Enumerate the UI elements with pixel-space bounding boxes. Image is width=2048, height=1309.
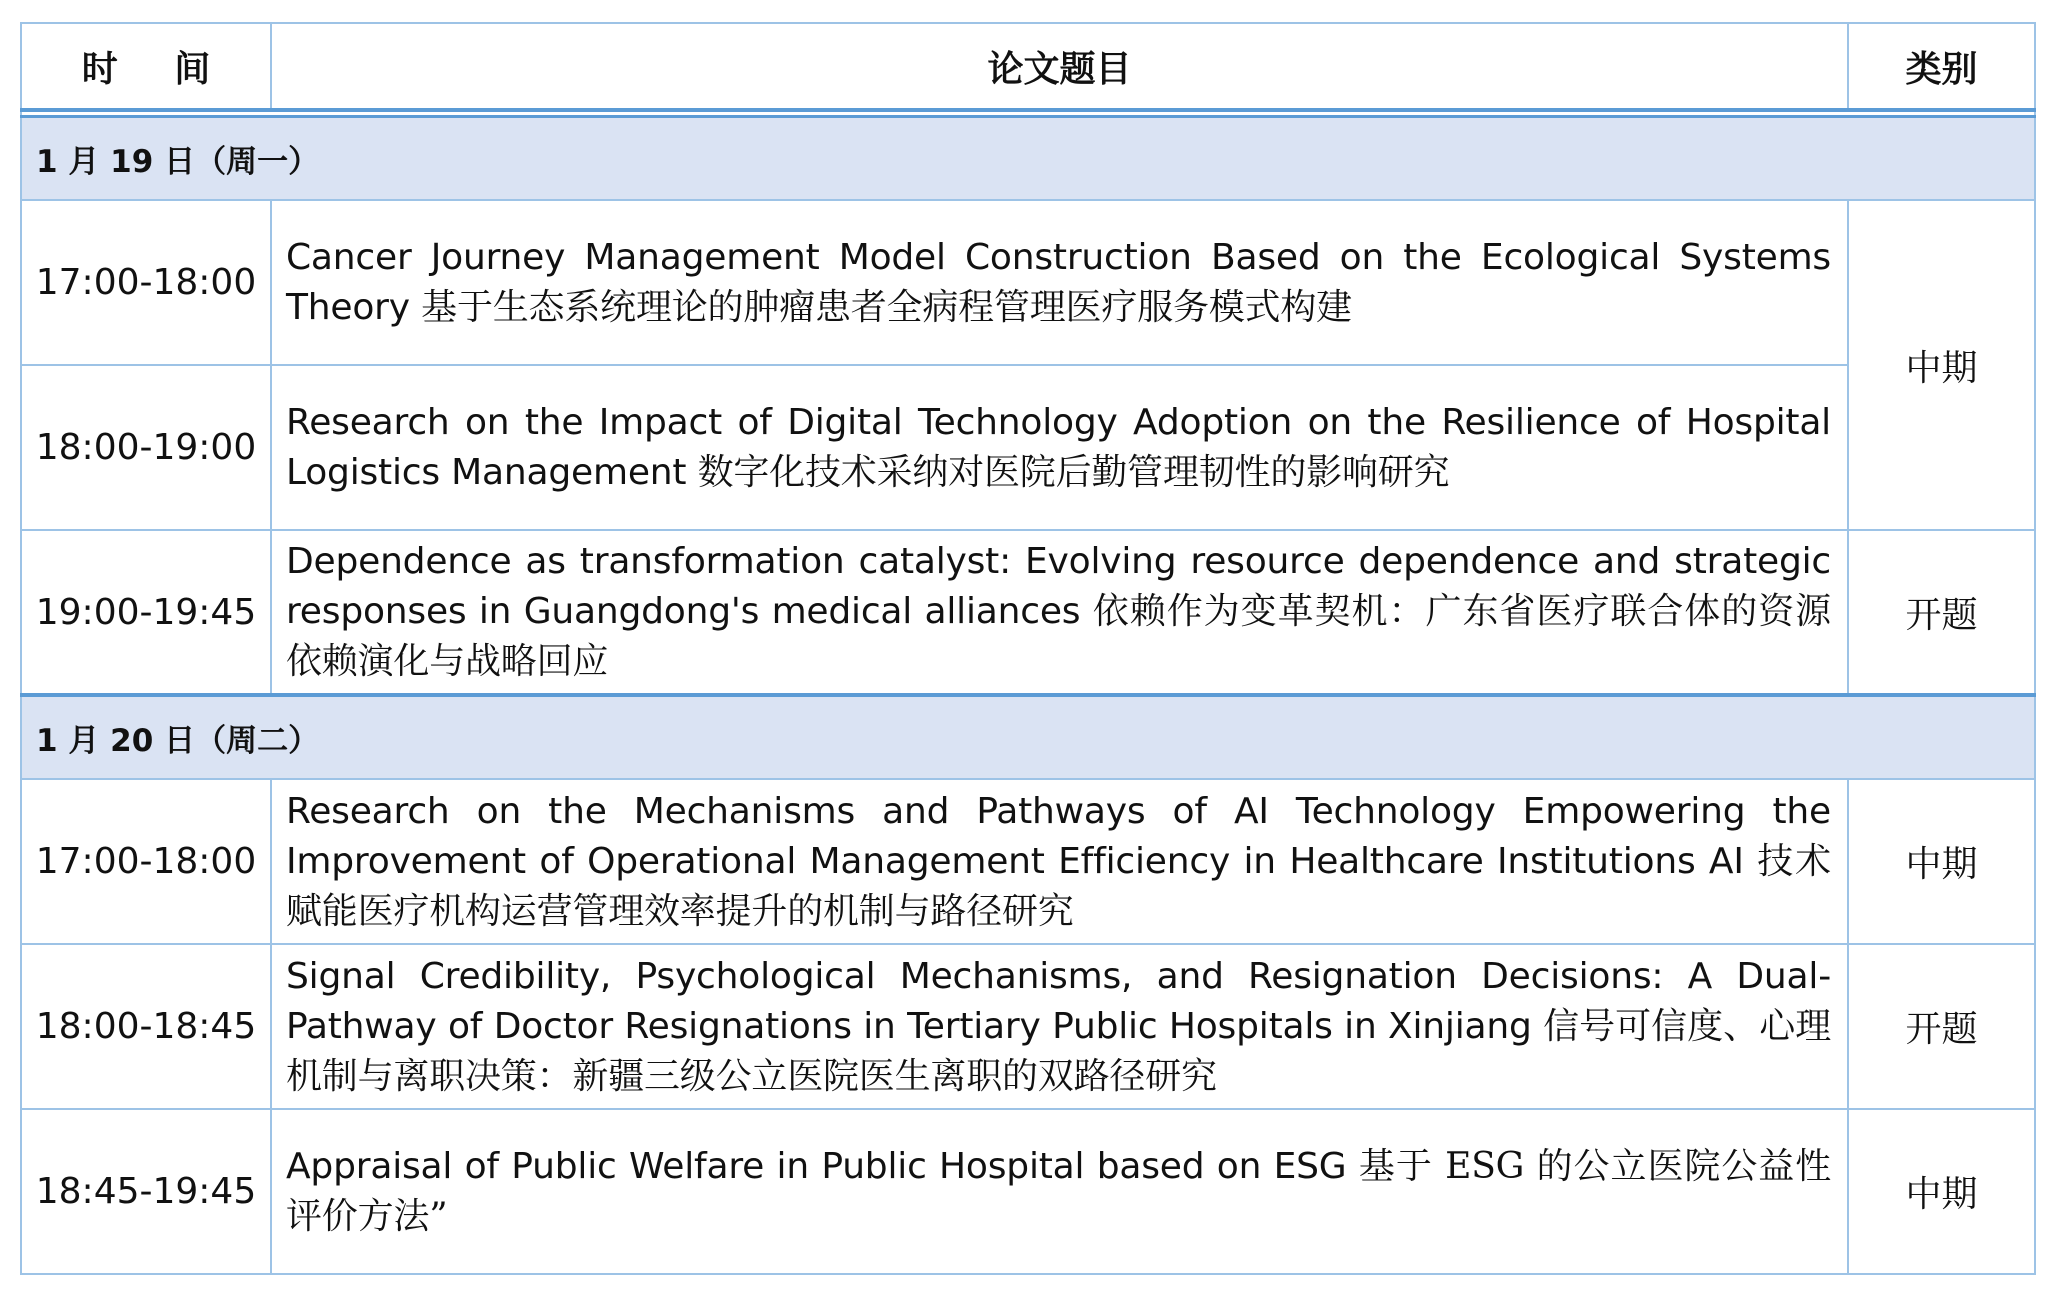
table-row	[21, 779, 2035, 944]
category-cell: 开题	[1848, 944, 2035, 1109]
header-time-label: 时 间	[81, 48, 233, 90]
title-zh: 基于 ESG 的公立医院公益性评价方法”	[286, 1145, 1831, 1237]
day-label: 1 月 19 日（周一）	[21, 116, 2035, 200]
time-cell: 18:00-19:00	[21, 365, 271, 530]
time-cell: 18:00-18:45	[21, 944, 271, 1109]
header-time	[21, 23, 271, 110]
title-cell	[271, 530, 1848, 695]
table-row	[21, 1109, 2035, 1274]
title-en: Signal Credibility, Psychological Mechanisms, and Resignation Decisions: A Dual-Pathway of Doctor Resignations in Tertiary Public Hospitals in Xinjiang	[286, 955, 1831, 1047]
title-zh: 信号可信度、心理机制与离职决策：新疆三级公立医院医生离职的双路径研究	[286, 1005, 1832, 1097]
title-zh: 技术赋能医疗机构运营管理效率提升的机制与路径研究	[286, 840, 1831, 932]
day-label: 1 月 20 日（周二）	[21, 695, 2035, 779]
header-category: 类别	[1848, 23, 2035, 110]
title-cell	[271, 365, 1848, 530]
category-cell: 中期	[1848, 1109, 2035, 1274]
title-en: Appraisal of Public Welfare in Public Hospital based on ESG	[286, 1145, 1347, 1187]
time-cell: 17:00-18:00	[21, 779, 271, 944]
header-title: 论文题目	[271, 23, 1848, 110]
time-cell: 18:45-19:45	[21, 1109, 271, 1274]
table-row	[21, 944, 2035, 1109]
title-en: Cancer Journey Management Model Construction Based on the Ecological Systems Theory	[286, 236, 1831, 328]
category-cell: 中期	[1848, 779, 2035, 944]
time-cell: 17:00-18:00	[21, 200, 271, 365]
title-zh: 依赖作为变革契机：广东省医疗联合体的资源依赖演化与战略回应	[286, 591, 1831, 682]
title-en: Research on the Impact of Digital Technology Adoption on the Resilience of Hospital Logistics Management	[286, 401, 1831, 493]
day-row-2	[21, 695, 2035, 779]
table-row	[21, 365, 2035, 530]
title-cell	[271, 779, 1848, 944]
table-row	[21, 530, 2035, 695]
title-zh: 基于生态系统理论的肿瘤患者全病程管理医疗服务模式构建	[421, 286, 1352, 328]
schedule-table	[20, 22, 2036, 1275]
title-cell	[271, 1109, 1848, 1274]
category-cell: 中期	[1848, 200, 2035, 530]
title-cell	[271, 944, 1848, 1109]
table-row	[21, 200, 2035, 365]
category-cell: 开题	[1848, 530, 2035, 695]
time-cell: 19:00-19:45	[21, 530, 271, 695]
title-zh: 数字化技术采纳对医院后勤管理韧性的影响研究	[697, 451, 1450, 493]
day-row-1	[21, 116, 2035, 200]
title-en: Research on the Mechanisms and Pathways of AI Technology Empowering the Improvement of Operational Management Efficiency in Healthcare Institutions AI	[286, 790, 1831, 882]
title-en: Dependence as transformation catalyst: Evolving resource dependence and strategic responses in Guangdong's medical alliances	[286, 541, 1831, 632]
table-header-row	[21, 23, 2035, 110]
title-cell	[271, 200, 1848, 365]
